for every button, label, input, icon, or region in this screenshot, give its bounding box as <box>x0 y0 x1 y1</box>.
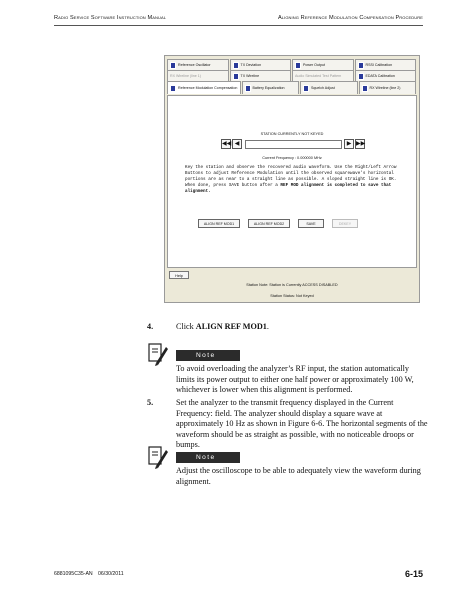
note-pencil-icon <box>147 444 169 470</box>
station-note: Station Note: Station is Currently ACCESS DISABLED <box>246 283 338 287</box>
instruction-bold: REF MOD alignment is completed to save that alignment. <box>185 183 392 194</box>
tab-tx-deviation[interactable]: TX Deviation <box>230 59 292 70</box>
footer-doc-id: 6881095C35-AN <box>54 571 93 577</box>
step-4-prefix: Click <box>176 322 196 331</box>
tab-audio-simulated-test-pattern[interactable]: Audio Simulated Test Pattern <box>292 70 354 81</box>
alignment-button-row <box>198 219 366 228</box>
adjust-slider-field[interactable] <box>245 140 342 149</box>
tab-row-1 <box>167 59 417 70</box>
frequency-adjust-controls <box>221 139 366 149</box>
instruction-text <box>185 165 407 195</box>
page-number: 6-15 <box>404 569 423 579</box>
tab-icon <box>362 85 368 92</box>
tab-reference-modulation-compensation[interactable]: Reference Modulation Compensation <box>167 81 241 94</box>
tab-rssi-calibration[interactable]: RSSI Calibration <box>355 59 417 70</box>
tab-icon <box>233 62 239 69</box>
dekey-button[interactable]: DEKEY <box>332 219 358 228</box>
tab-rx-wireline-line2[interactable]: RX Wireline (line 2) <box>359 81 416 94</box>
align-ref-mod1-button[interactable]: ALIGN REF MOD1 <box>198 219 240 228</box>
note-2-heading: Note <box>176 452 240 463</box>
save-button[interactable]: SAVE <box>298 219 324 228</box>
step-4-text <box>176 322 426 333</box>
tab-icon <box>358 73 364 80</box>
note-1-heading: Note <box>176 350 240 361</box>
tab-battery-equalization[interactable]: Battery Equalization <box>242 81 299 94</box>
tab-row-3 <box>167 81 417 94</box>
align-ref-mod2-button[interactable]: ALIGN REF MOD2 <box>248 219 290 228</box>
instruction-body: Key the station and observe the recovered audio waveform. Use the Right/Left Arrow Buttons to adjust Reference Modulation until the observed squarewave's horizontal portions are as near to a straight line as possible. A sloped straight line is OK. When done, press SAVE button after a <box>185 165 397 188</box>
tab-icon <box>303 85 309 92</box>
software-screenshot <box>164 55 420 303</box>
tab-icon <box>170 85 176 92</box>
tab-rx-wireline-line1[interactable]: RX Wireline (line 1) <box>167 70 229 81</box>
header-rule <box>54 25 423 26</box>
footer-date: 06/30/2011 <box>98 571 124 577</box>
tab-icon <box>358 62 364 69</box>
running-header-right: Aligning Reference Modulation Compensation Procedure <box>277 15 423 21</box>
keyed-status-label: STATION CURRENTLY NOT KEYED <box>260 132 324 136</box>
step-5-number: 5. <box>147 398 154 407</box>
tab-icon <box>170 62 176 69</box>
tab-tx-wireline[interactable]: TX Wireline <box>230 70 292 81</box>
tab-squelch-adjust[interactable]: Squelch Adjust <box>300 81 357 94</box>
tab-icon <box>295 62 301 69</box>
note-2-text: Adjust the oscilloscope to be able to adequately view the waveform during alignment. <box>176 466 421 486</box>
step-5-text: Set the analyzer to the transmit frequency displayed in the Current Frequency: field. The analyzer should display a square wave at approximately 10 Hz as shown in Figure 6-6. The horizontal segments of the waveform should be as straight as possible, with no noticeable droops or bumps. <box>176 398 428 450</box>
station-status: Station Status: Not Keyed <box>270 294 314 298</box>
help-button[interactable]: Help <box>169 271 189 279</box>
tab-icon <box>233 73 239 80</box>
fast-right-button[interactable]: ▶▶ <box>356 141 366 147</box>
running-header-left: Radio Service Software Instruction Manual <box>54 15 167 21</box>
left-arrow-button[interactable]: ◀ <box>232 139 242 149</box>
note-pencil-icon <box>147 341 169 367</box>
tab-icon <box>245 85 251 92</box>
tab-row-2 <box>167 70 417 81</box>
step-4-number: 4. <box>147 322 154 331</box>
tab-power-output[interactable]: Power Output <box>292 59 354 70</box>
current-frequency-readout: Current Frequency : 0.000000 MHz <box>262 156 322 160</box>
right-arrow-button[interactable]: ▶ <box>344 139 354 149</box>
step-4-bold: ALIGN REF MOD1 <box>195 322 267 331</box>
tab-reference-oscillator[interactable]: Reference Oscillator <box>167 59 229 70</box>
note-1-text: To avoid overloading the analyzer’s RF input, the station automatically limits its power output to either one half power or approximately 100 W, whichever is lower when this alignment is performed. <box>176 364 414 395</box>
fast-left-button[interactable]: ◀◀ <box>222 141 232 147</box>
tab-edata-calibration[interactable]: EDATA Calibration <box>355 70 417 81</box>
step-4-suffix: . <box>266 322 269 331</box>
